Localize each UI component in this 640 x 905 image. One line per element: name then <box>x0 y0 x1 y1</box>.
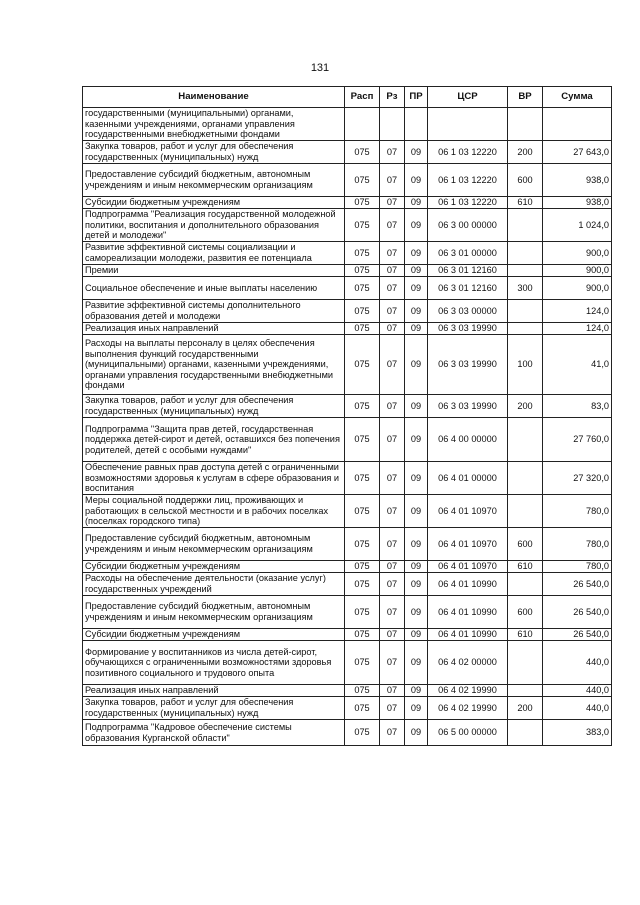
row-rz: 07 <box>380 141 405 164</box>
col-header-vr: ВР <box>508 87 543 108</box>
row-name: Реализация иных направлений <box>83 323 345 335</box>
row-vr <box>508 495 543 528</box>
row-csr: 06 5 00 00000 <box>428 720 508 746</box>
row-pr: 09 <box>405 335 428 395</box>
row-sum: 780,0 <box>543 561 612 573</box>
row-rz: 07 <box>380 300 405 323</box>
row-name: Развитие эффективной системы социализации и самореализации молодежи, развития ее потенциала <box>83 242 345 265</box>
col-header-sum: Сумма <box>543 87 612 108</box>
row-pr: 09 <box>405 629 428 641</box>
row-rasp: 075 <box>345 596 380 629</box>
row-sum: 26 540,0 <box>543 573 612 596</box>
row-rasp: 075 <box>345 697 380 720</box>
row-vr: 100 <box>508 335 543 395</box>
row-rz <box>380 108 405 141</box>
row-sum: 26 540,0 <box>543 596 612 629</box>
row-pr: 09 <box>405 277 428 300</box>
table-row <box>83 573 612 596</box>
row-csr: 06 4 01 00000 <box>428 462 508 495</box>
row-rz: 07 <box>380 561 405 573</box>
row-csr: 06 3 01 12160 <box>428 277 508 300</box>
row-csr: 06 4 02 19990 <box>428 697 508 720</box>
row-name: Расходы на обеспечение деятельности (оказание услуг) государственных учреждений <box>83 573 345 596</box>
row-pr: 09 <box>405 495 428 528</box>
row-csr: 06 3 03 00000 <box>428 300 508 323</box>
row-pr: 09 <box>405 561 428 573</box>
table-row <box>83 495 612 528</box>
row-rasp: 075 <box>345 720 380 746</box>
row-rz: 07 <box>380 629 405 641</box>
row-vr: 200 <box>508 395 543 418</box>
row-rz: 07 <box>380 685 405 697</box>
row-pr: 09 <box>405 197 428 209</box>
row-rasp: 075 <box>345 573 380 596</box>
row-pr: 09 <box>405 209 428 242</box>
row-vr <box>508 108 543 141</box>
row-pr: 09 <box>405 265 428 277</box>
row-csr: 06 3 03 19990 <box>428 323 508 335</box>
row-name: Предоставление субсидий бюджетным, автономным учреждениям и иным некоммерческим организациям <box>83 528 345 561</box>
row-csr: 06 3 00 00000 <box>428 209 508 242</box>
row-pr: 09 <box>405 164 428 197</box>
row-name: Подпрограмма "Кадровое обеспечение системы образования Курганской области" <box>83 720 345 746</box>
row-rasp: 075 <box>345 277 380 300</box>
row-csr: 06 4 02 00000 <box>428 641 508 685</box>
row-pr: 09 <box>405 141 428 164</box>
row-vr <box>508 462 543 495</box>
row-rz: 07 <box>380 277 405 300</box>
row-pr: 09 <box>405 323 428 335</box>
col-header-rasp: Расп <box>345 87 380 108</box>
row-rz: 07 <box>380 242 405 265</box>
row-vr: 610 <box>508 561 543 573</box>
row-sum: 440,0 <box>543 697 612 720</box>
table-header-row <box>83 87 612 108</box>
row-rasp: 075 <box>345 462 380 495</box>
row-rz: 07 <box>380 335 405 395</box>
row-name: Формирование у воспитанников из числа детей-сирот, обучающихся с ограниченными возможностями здоровья позитивного социального и трудового опыта <box>83 641 345 685</box>
page-number: 131 <box>310 62 330 74</box>
row-rasp: 075 <box>345 561 380 573</box>
row-csr <box>428 108 508 141</box>
row-name: Обеспечение равных прав доступа детей с ограниченными возможностями здоровья к услугам в сфере образования и воспитания <box>83 462 345 495</box>
row-name: Подпрограмма "Защита прав детей, государственная поддержка детей-сирот и детей, оставшихся без попечения родителей, детей с особыми нуждами" <box>83 418 345 462</box>
row-sum: 124,0 <box>543 323 612 335</box>
row-pr: 09 <box>405 528 428 561</box>
row-rz: 07 <box>380 528 405 561</box>
row-pr: 09 <box>405 395 428 418</box>
row-csr: 06 4 01 10990 <box>428 596 508 629</box>
row-sum: 27 320,0 <box>543 462 612 495</box>
row-sum: 1 024,0 <box>543 209 612 242</box>
row-name: Субсидии бюджетным учреждениям <box>83 561 345 573</box>
col-header-rz: Рз <box>380 87 405 108</box>
row-rz: 07 <box>380 164 405 197</box>
row-rasp: 075 <box>345 641 380 685</box>
row-rz: 07 <box>380 323 405 335</box>
row-name: Расходы на выплаты персоналу в целях обеспечения выполнения функций государственными (муниципальными) органами, казенными учреждениями, органами управления государственными внебюджетными фондами <box>83 335 345 395</box>
row-name: Субсидии бюджетным учреждениям <box>83 629 345 641</box>
row-name: Предоставление субсидий бюджетным, автономным учреждениям и иным некоммерческим организациям <box>83 596 345 629</box>
col-header-pr: ПР <box>405 87 428 108</box>
row-vr <box>508 242 543 265</box>
row-rasp: 075 <box>345 528 380 561</box>
row-vr: 300 <box>508 277 543 300</box>
table-row <box>83 395 612 418</box>
row-vr <box>508 300 543 323</box>
row-sum: 900,0 <box>543 277 612 300</box>
table-row <box>83 561 612 573</box>
row-sum: 440,0 <box>543 641 612 685</box>
table-row <box>83 335 612 395</box>
row-rasp: 075 <box>345 323 380 335</box>
budget-table <box>82 86 612 746</box>
row-name: Субсидии бюджетным учреждениям <box>83 197 345 209</box>
row-vr <box>508 265 543 277</box>
row-csr: 06 3 03 19990 <box>428 395 508 418</box>
row-csr: 06 4 01 10970 <box>428 561 508 573</box>
row-rasp <box>345 108 380 141</box>
row-vr <box>508 418 543 462</box>
row-rasp: 075 <box>345 242 380 265</box>
row-pr: 09 <box>405 418 428 462</box>
table-row <box>83 697 612 720</box>
row-sum: 27 643,0 <box>543 141 612 164</box>
row-vr: 200 <box>508 141 543 164</box>
row-csr: 06 4 01 10970 <box>428 495 508 528</box>
row-rz: 07 <box>380 209 405 242</box>
row-name: Развитие эффективной системы дополнительного образования детей и молодежи <box>83 300 345 323</box>
row-vr <box>508 685 543 697</box>
row-pr: 09 <box>405 596 428 629</box>
row-sum: 900,0 <box>543 242 612 265</box>
row-rasp: 075 <box>345 629 380 641</box>
row-sum: 124,0 <box>543 300 612 323</box>
row-name: Закупка товаров, работ и услуг для обеспечения государственных (муниципальных) нужд <box>83 697 345 720</box>
row-vr: 200 <box>508 697 543 720</box>
row-rz: 07 <box>380 720 405 746</box>
table-row <box>83 323 612 335</box>
row-name: Меры социальной поддержки лиц, проживающих и работающих в сельской местности и в рабочих поселках (поселках городского типа) <box>83 495 345 528</box>
row-name: Подпрограмма "Реализация государственной молодежной политики, воспитания и дополнительного образования детей и молодежи" <box>83 209 345 242</box>
row-vr: 600 <box>508 164 543 197</box>
row-rasp: 075 <box>345 164 380 197</box>
table-row <box>83 528 612 561</box>
row-vr <box>508 720 543 746</box>
table-row <box>83 685 612 697</box>
row-sum: 780,0 <box>543 528 612 561</box>
row-sum: 383,0 <box>543 720 612 746</box>
table-row <box>83 629 612 641</box>
row-pr: 09 <box>405 685 428 697</box>
row-pr: 09 <box>405 462 428 495</box>
row-rz: 07 <box>380 697 405 720</box>
row-vr: 610 <box>508 629 543 641</box>
row-vr: 600 <box>508 596 543 629</box>
row-name: Социальное обеспечение и иные выплаты населению <box>83 277 345 300</box>
row-rz: 07 <box>380 418 405 462</box>
row-rasp: 075 <box>345 418 380 462</box>
row-csr: 06 3 03 19990 <box>428 335 508 395</box>
col-header-name: Наименование <box>83 87 345 108</box>
table-row <box>83 596 612 629</box>
row-rz: 07 <box>380 495 405 528</box>
table-row <box>83 209 612 242</box>
row-csr: 06 4 01 10990 <box>428 629 508 641</box>
row-name: Закупка товаров, работ и услуг для обеспечения государственных (муниципальных) нужд <box>83 141 345 164</box>
row-sum: 900,0 <box>543 265 612 277</box>
row-name: Реализация иных направлений <box>83 685 345 697</box>
row-sum: 938,0 <box>543 197 612 209</box>
row-pr: 09 <box>405 720 428 746</box>
row-csr: 06 3 01 12160 <box>428 265 508 277</box>
row-sum: 27 760,0 <box>543 418 612 462</box>
row-name: Премии <box>83 265 345 277</box>
row-rz: 07 <box>380 596 405 629</box>
row-rasp: 075 <box>345 265 380 277</box>
row-csr: 06 1 03 12220 <box>428 197 508 209</box>
row-rasp: 075 <box>345 495 380 528</box>
row-rasp: 075 <box>345 141 380 164</box>
row-rasp: 075 <box>345 300 380 323</box>
row-pr: 09 <box>405 242 428 265</box>
row-csr: 06 4 00 00000 <box>428 418 508 462</box>
table-row <box>83 141 612 164</box>
row-rasp: 075 <box>345 335 380 395</box>
row-rz: 07 <box>380 462 405 495</box>
row-vr <box>508 209 543 242</box>
row-pr: 09 <box>405 641 428 685</box>
row-vr: 600 <box>508 528 543 561</box>
row-vr: 610 <box>508 197 543 209</box>
row-sum <box>543 108 612 141</box>
row-rz: 07 <box>380 395 405 418</box>
table-row <box>83 242 612 265</box>
row-pr <box>405 108 428 141</box>
row-rasp: 075 <box>345 685 380 697</box>
row-sum: 938,0 <box>543 164 612 197</box>
row-csr: 06 3 01 00000 <box>428 242 508 265</box>
row-pr: 09 <box>405 300 428 323</box>
row-pr: 09 <box>405 573 428 596</box>
table-row <box>83 300 612 323</box>
row-rasp: 075 <box>345 197 380 209</box>
table-row <box>83 462 612 495</box>
col-header-csr: ЦСР <box>428 87 508 108</box>
table-row <box>83 418 612 462</box>
row-rz: 07 <box>380 197 405 209</box>
row-csr: 06 1 03 12220 <box>428 141 508 164</box>
row-csr: 06 4 01 10970 <box>428 528 508 561</box>
table-row <box>83 164 612 197</box>
table-row <box>83 108 612 141</box>
table-row <box>83 641 612 685</box>
row-pr: 09 <box>405 697 428 720</box>
row-rz: 07 <box>380 265 405 277</box>
row-csr: 06 4 02 19990 <box>428 685 508 697</box>
row-name: государственными (муниципальными) органами, казенными учреждениями, органами управления государственными внебюджетными фондами <box>83 108 345 141</box>
row-csr: 06 4 01 10990 <box>428 573 508 596</box>
row-rz: 07 <box>380 573 405 596</box>
row-sum: 440,0 <box>543 685 612 697</box>
table-row <box>83 277 612 300</box>
row-sum: 26 540,0 <box>543 629 612 641</box>
row-name: Закупка товаров, работ и услуг для обеспечения государственных (муниципальных) нужд <box>83 395 345 418</box>
row-sum: 780,0 <box>543 495 612 528</box>
row-rasp: 075 <box>345 395 380 418</box>
table-row <box>83 265 612 277</box>
row-vr <box>508 573 543 596</box>
row-rasp: 075 <box>345 209 380 242</box>
row-rz: 07 <box>380 641 405 685</box>
row-csr: 06 1 03 12220 <box>428 164 508 197</box>
row-sum: 41,0 <box>543 335 612 395</box>
row-vr <box>508 641 543 685</box>
table-row <box>83 720 612 746</box>
row-name: Предоставление субсидий бюджетным, автономным учреждениям и иным некоммерческим организациям <box>83 164 345 197</box>
row-sum: 83,0 <box>543 395 612 418</box>
row-vr <box>508 323 543 335</box>
table-row <box>83 197 612 209</box>
